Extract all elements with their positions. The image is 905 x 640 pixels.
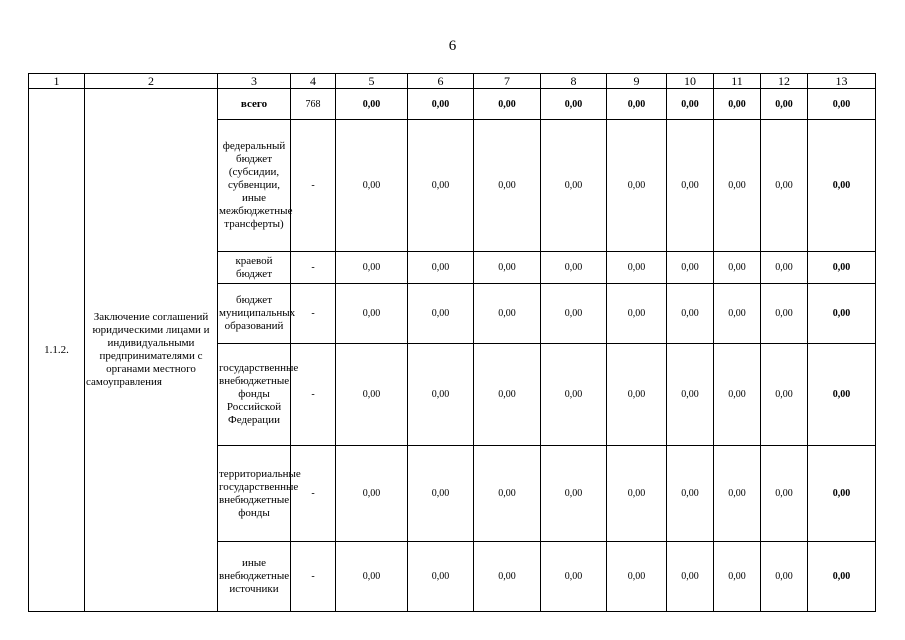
col4-value: - xyxy=(291,446,336,542)
amount-cell: 0,00 xyxy=(714,284,761,344)
amount-cell: 0,00 xyxy=(474,252,541,284)
amount-cell: 0,00 xyxy=(761,542,808,612)
amount-cell: 0,00 xyxy=(761,284,808,344)
item-name: Заключение соглашений юридическими лицами и индивидуальными предпринимателями с органами местного самоуправления xyxy=(85,89,218,612)
amount-cell: 0,00 xyxy=(667,344,714,446)
col4-value: - xyxy=(291,252,336,284)
amount-cell: 0,00 xyxy=(541,542,607,612)
amount-cell: 0,00 xyxy=(408,542,474,612)
amount-cell: 0,00 xyxy=(336,252,408,284)
amount-cell: 0,00 xyxy=(607,284,667,344)
funding-source: федеральный бюджет (субсидии, субвенции, иные межбюджетные трансферты) xyxy=(218,120,291,252)
col4-value: - xyxy=(291,284,336,344)
amount-cell: 0,00 xyxy=(808,446,876,542)
amount-cell: 0,00 xyxy=(336,120,408,252)
amount-cell: 0,00 xyxy=(808,89,876,120)
column-header: 4 xyxy=(291,74,336,89)
column-header: 5 xyxy=(336,74,408,89)
amount-cell: 0,00 xyxy=(336,89,408,120)
amount-cell: 0,00 xyxy=(541,284,607,344)
amount-cell: 0,00 xyxy=(607,344,667,446)
amount-cell: 0,00 xyxy=(667,252,714,284)
column-header: 7 xyxy=(474,74,541,89)
amount-cell: 0,00 xyxy=(336,542,408,612)
amount-cell: 0,00 xyxy=(474,344,541,446)
amount-cell: 0,00 xyxy=(408,89,474,120)
amount-cell: 0,00 xyxy=(541,120,607,252)
amount-cell: 0,00 xyxy=(607,542,667,612)
funding-source: государственные внебюджетные фонды Российской Федерации xyxy=(218,344,291,446)
funding-source: краевой бюджет xyxy=(218,252,291,284)
column-header: 13 xyxy=(808,74,876,89)
amount-cell: 0,00 xyxy=(714,542,761,612)
col4-value: - xyxy=(291,542,336,612)
page-number: 6 xyxy=(448,38,457,54)
amount-cell: 0,00 xyxy=(714,446,761,542)
funding-source: бюджет муниципальных образований xyxy=(218,284,291,344)
amount-cell: 0,00 xyxy=(474,446,541,542)
amount-cell: 0,00 xyxy=(474,120,541,252)
amount-cell: 0,00 xyxy=(667,89,714,120)
amount-cell: 0,00 xyxy=(541,252,607,284)
amount-cell: 0,00 xyxy=(408,252,474,284)
amount-cell: 0,00 xyxy=(761,344,808,446)
funding-source: иные внебюджетные источники xyxy=(218,542,291,612)
funding-source: территориальные государственные внебюджетные фонды xyxy=(218,446,291,542)
amount-cell: 0,00 xyxy=(761,89,808,120)
amount-cell: 0,00 xyxy=(474,89,541,120)
amount-cell: 0,00 xyxy=(474,542,541,612)
amount-cell: 0,00 xyxy=(541,89,607,120)
amount-cell: 0,00 xyxy=(714,252,761,284)
column-number-row xyxy=(29,74,876,89)
amount-cell: 0,00 xyxy=(607,252,667,284)
table-row xyxy=(29,89,876,120)
column-header: 2 xyxy=(85,74,218,89)
amount-cell: 0,00 xyxy=(761,252,808,284)
amount-cell: 0,00 xyxy=(667,446,714,542)
amount-cell: 0,00 xyxy=(714,120,761,252)
column-header: 12 xyxy=(761,74,808,89)
amount-cell: 0,00 xyxy=(408,284,474,344)
column-header: 8 xyxy=(541,74,607,89)
amount-cell: 0,00 xyxy=(808,120,876,252)
amount-cell: 0,00 xyxy=(607,89,667,120)
amount-cell: 0,00 xyxy=(667,120,714,252)
amount-cell: 0,00 xyxy=(667,284,714,344)
amount-cell: 0,00 xyxy=(336,446,408,542)
column-header: 1 xyxy=(29,74,85,89)
amount-cell: 0,00 xyxy=(808,542,876,612)
amount-cell: 0,00 xyxy=(667,542,714,612)
amount-cell: 0,00 xyxy=(714,89,761,120)
amount-cell: 0,00 xyxy=(474,284,541,344)
item-code: 1.1.2. xyxy=(29,89,85,612)
amount-cell: 0,00 xyxy=(808,344,876,446)
amount-cell: 0,00 xyxy=(808,284,876,344)
column-header: 3 xyxy=(218,74,291,89)
amount-cell: 0,00 xyxy=(408,344,474,446)
amount-cell: 0,00 xyxy=(408,120,474,252)
col4-value: 768 xyxy=(291,89,336,120)
column-header: 10 xyxy=(667,74,714,89)
amount-cell: 0,00 xyxy=(336,344,408,446)
amount-cell: 0,00 xyxy=(808,252,876,284)
amount-cell: 0,00 xyxy=(714,344,761,446)
col4-value: - xyxy=(291,344,336,446)
column-header: 6 xyxy=(408,74,474,89)
amount-cell: 0,00 xyxy=(607,446,667,542)
amount-cell: 0,00 xyxy=(761,446,808,542)
amount-cell: 0,00 xyxy=(336,284,408,344)
col4-value: - xyxy=(291,120,336,252)
amount-cell: 0,00 xyxy=(607,120,667,252)
amount-cell: 0,00 xyxy=(408,446,474,542)
amount-cell: 0,00 xyxy=(761,120,808,252)
funding-source: всего xyxy=(218,89,291,120)
amount-cell: 0,00 xyxy=(541,344,607,446)
amount-cell: 0,00 xyxy=(541,446,607,542)
column-header: 11 xyxy=(714,74,761,89)
budget-table xyxy=(28,73,876,612)
column-header: 9 xyxy=(607,74,667,89)
